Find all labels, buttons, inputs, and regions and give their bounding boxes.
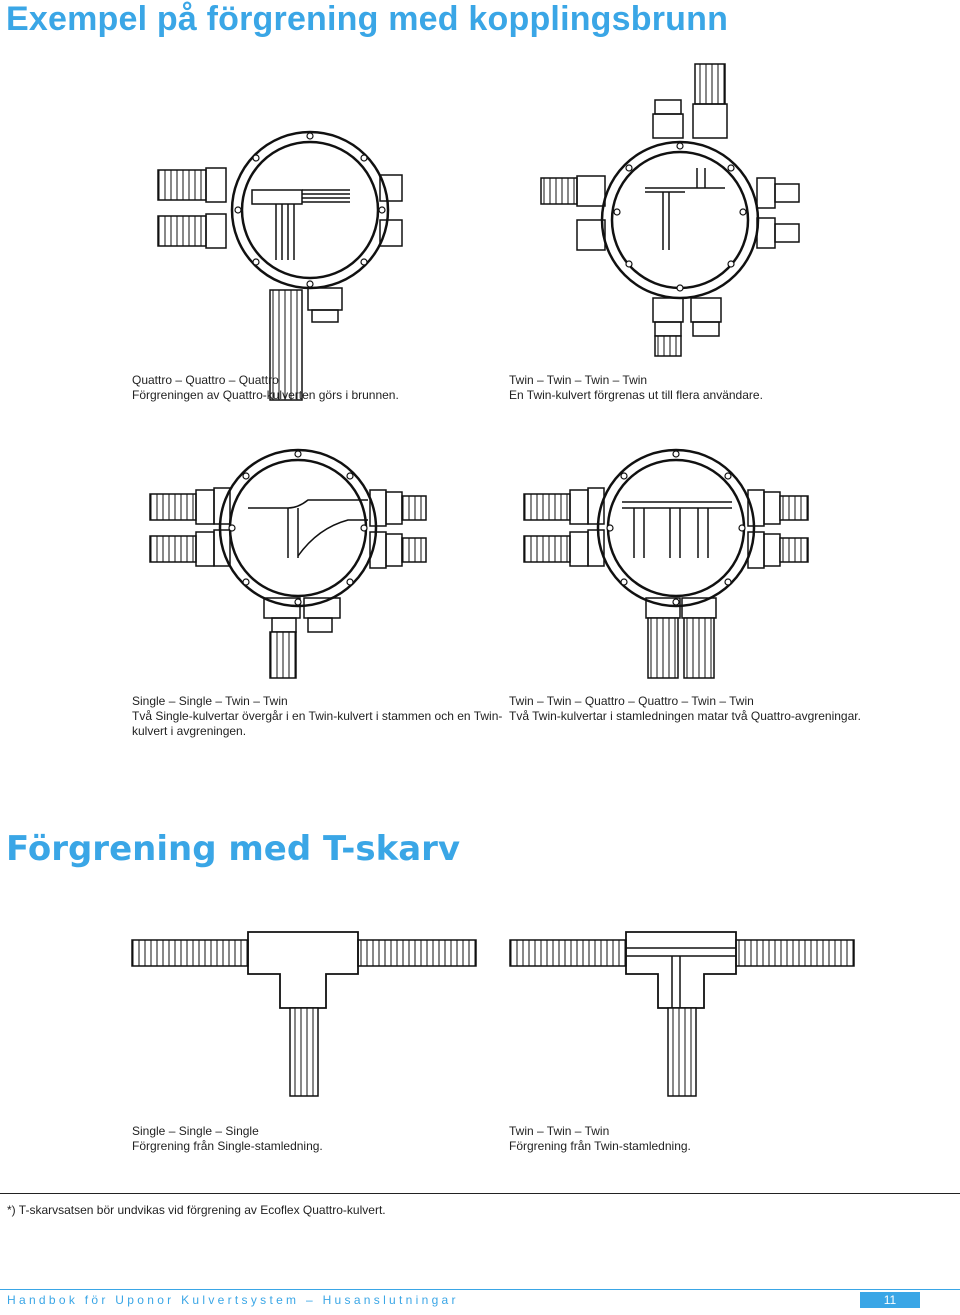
- caption-single-twin: [132, 694, 502, 739]
- caption-title: Single – Single – Single: [132, 1124, 259, 1138]
- caption-title: Twin – Twin – Twin: [509, 1124, 610, 1138]
- diagram-twin-quattro-manhole: [522, 458, 812, 678]
- section-heading: Förgrening med T-skarv: [6, 829, 461, 869]
- caption-line: Förgrening från Twin-stamledning.: [509, 1139, 691, 1153]
- caption-line: kulvert i avgreningen.: [132, 724, 247, 738]
- caption-twin-quattro: [509, 694, 861, 724]
- caption-line: Förgrening från Single-stamledning.: [132, 1139, 323, 1153]
- caption-t-single: [132, 1124, 323, 1154]
- divider: [0, 1193, 960, 1194]
- diagram-single-twin-manhole: [148, 458, 428, 678]
- caption-title: Twin – Twin – Quattro – Quattro – Twin – Twin: [509, 694, 754, 708]
- page-title: Exempel på förgrening med kopplingsbrunn: [6, 0, 729, 38]
- caption-title: Twin – Twin – Twin – Twin: [509, 373, 648, 387]
- caption-t-twin: [509, 1124, 691, 1154]
- footer-rule: [0, 1289, 960, 1290]
- caption-title: Single – Single – Twin – Twin: [132, 694, 288, 708]
- footnote: *) T-skarvsatsen bör undvikas vid förgrening av Ecoflex Quattro-kulvert.: [7, 1203, 386, 1217]
- caption-line: Två Single-kulvertar övergår i en Twin-kulvert i stammen och en Twin-: [132, 709, 503, 723]
- footer-text: Handbok för Uponor Kulvertsystem – Husanslutningar: [7, 1293, 459, 1307]
- diagram-twin-manhole: [535, 60, 805, 360]
- caption-twin: [509, 373, 763, 403]
- caption-line: Två Twin-kulvertar i stamledningen matar två Quattro-avgreningar.: [509, 709, 861, 723]
- caption-line: En Twin-kulvert förgrenas ut till flera användare.: [509, 388, 763, 402]
- caption-title: Quattro – Quattro – Quattro: [132, 373, 279, 387]
- diagram-t-joint-twin: [508, 928, 858, 1098]
- diagram-quattro-manhole: [150, 130, 400, 330]
- caption-quattro: [132, 373, 399, 403]
- page-number: 11: [860, 1292, 920, 1308]
- caption-line: Förgreningen av Quattro-kulverten görs i brunnen.: [132, 388, 399, 402]
- diagram-t-joint-single: [130, 928, 480, 1098]
